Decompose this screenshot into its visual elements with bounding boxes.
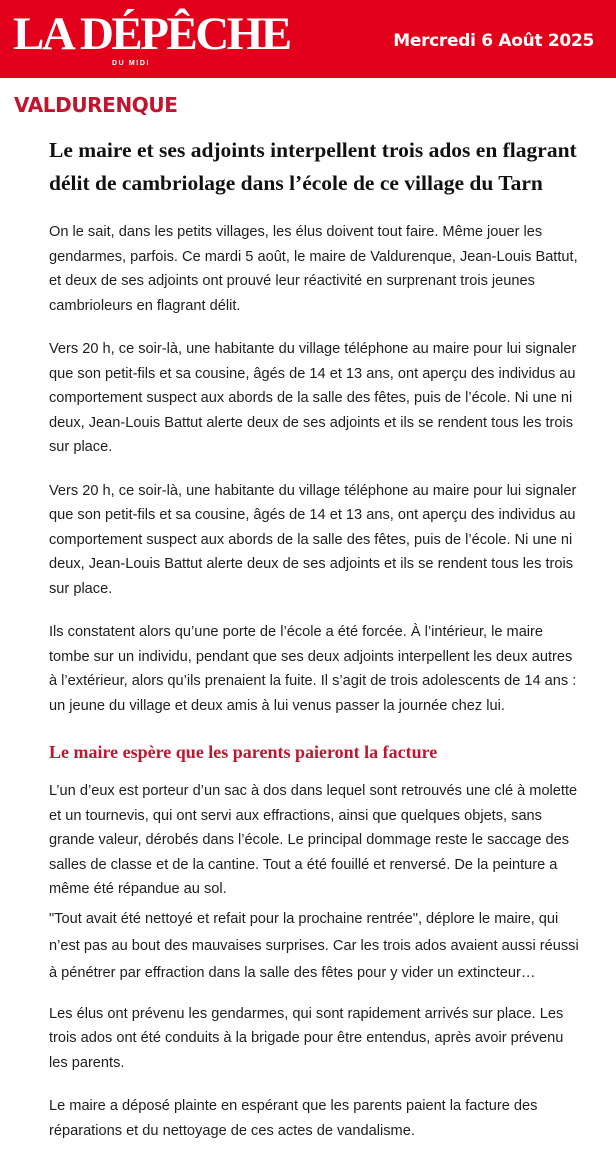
site-logo[interactable] bbox=[13, 8, 290, 71]
article-subheading: Le maire espère que les parents paieront la facture bbox=[49, 742, 438, 762]
article-paragraph: Vers 20 h, ce soir-là, une habitante du village téléphone au maire pour lui signaler que son petit-fils et sa cousine, âgés de 14 et 13 ans, ont aperçu des individus au comportement suspect aux abords de la salle des fêtes, puis de l’école. Ni une ni deux, Jean-Louis Battut alerte deux de ses adjoints et ils se rendent tous les trois sur place. bbox=[49, 482, 577, 597]
article-body bbox=[49, 134, 579, 1162]
header-date: Mercredi 6 Août 2025 bbox=[393, 31, 594, 51]
article-paragraph: Vers 20 h, ce soir-là, une habitante du village téléphone au maire pour lui signaler que son petit-fils et sa cousine, âgés de 14 et 13 ans, ont aperçu des individus au comportement suspect aux abords de la salle des fêtes, puis de l’école. Ni une ni deux, Jean-Louis Battut alerte deux de ses adjoints et ils se rendent tous les trois sur place. bbox=[49, 341, 577, 455]
article-paragraph: Ils constatent alors qu’une porte de l’école a été forcée. À l’intérieur, le maire tombe sur un individu, pendant que ses deux adjoints interpellent les deux autres à l’extérieur, alors qu’ils prenaient la fuite. Il s’agit de trois adolescents de 14 ans : un jeune du village et deux amis à lui venus passer la journée chez lui. bbox=[49, 624, 577, 714]
article-paragraph: On le sait, dans les petits villages, les élus doivent tout faire. Même jouer les gendarmes, parfois. Ce mardi 5 août, le maire de Valdurenque, Jean-Louis Battut, et deux de ses adjoints ont prouvé leur réactivité en surprenant trois jeunes cambrioleurs en flagrant délit. bbox=[49, 224, 578, 314]
article-paragraph: Le maire a déposé plainte en espérant que les parents paient la facture des réparations et du nettoyage de ces actes de vandalisme. bbox=[49, 1098, 538, 1139]
logo-subtitle: DU MIDI bbox=[111, 60, 151, 67]
article-title: Le maire et ses adjoints interpellent trois ados en flagrant délit de cambriolage dans l’école de ce village du Tarn bbox=[49, 138, 577, 195]
site-header bbox=[0, 0, 616, 78]
article-rubric[interactable]: VALDURENQUE bbox=[14, 93, 178, 117]
article-paragraph: L’un d’eux est porteur d’un sac à dos dans lequel sont retrouvés une clé à molette et un tournevis, qui ont servi aux effractions, ainsi que quelques objets, sans grande valeur, dérobés dans l’école. Le principal dommage reste le saccage des salles de classe et de la cantine. Tout a été fouillé et renversé. De la peinture a même été répandue au sol. bbox=[49, 783, 578, 897]
article-paragraph: "Tout avait été nettoyé et refait pour la prochaine rentrée", déplore le maire, qui n’est pas au bout des mauvaises surprises. Car les trois ados avaient aussi réussi à pénétrer par effraction dans la salle des fêtes pour y vider un extincteur… bbox=[49, 910, 579, 981]
article-paragraph: Les élus ont prévenu les gendarmes, qui sont rapidement arrivés sur place. Les trois ados ont été conduits à la brigade pour être entendus, après avoir prévenu les parents. bbox=[49, 1005, 564, 1071]
logo-wordmark: LA DÉPÊCHE bbox=[13, 8, 290, 60]
